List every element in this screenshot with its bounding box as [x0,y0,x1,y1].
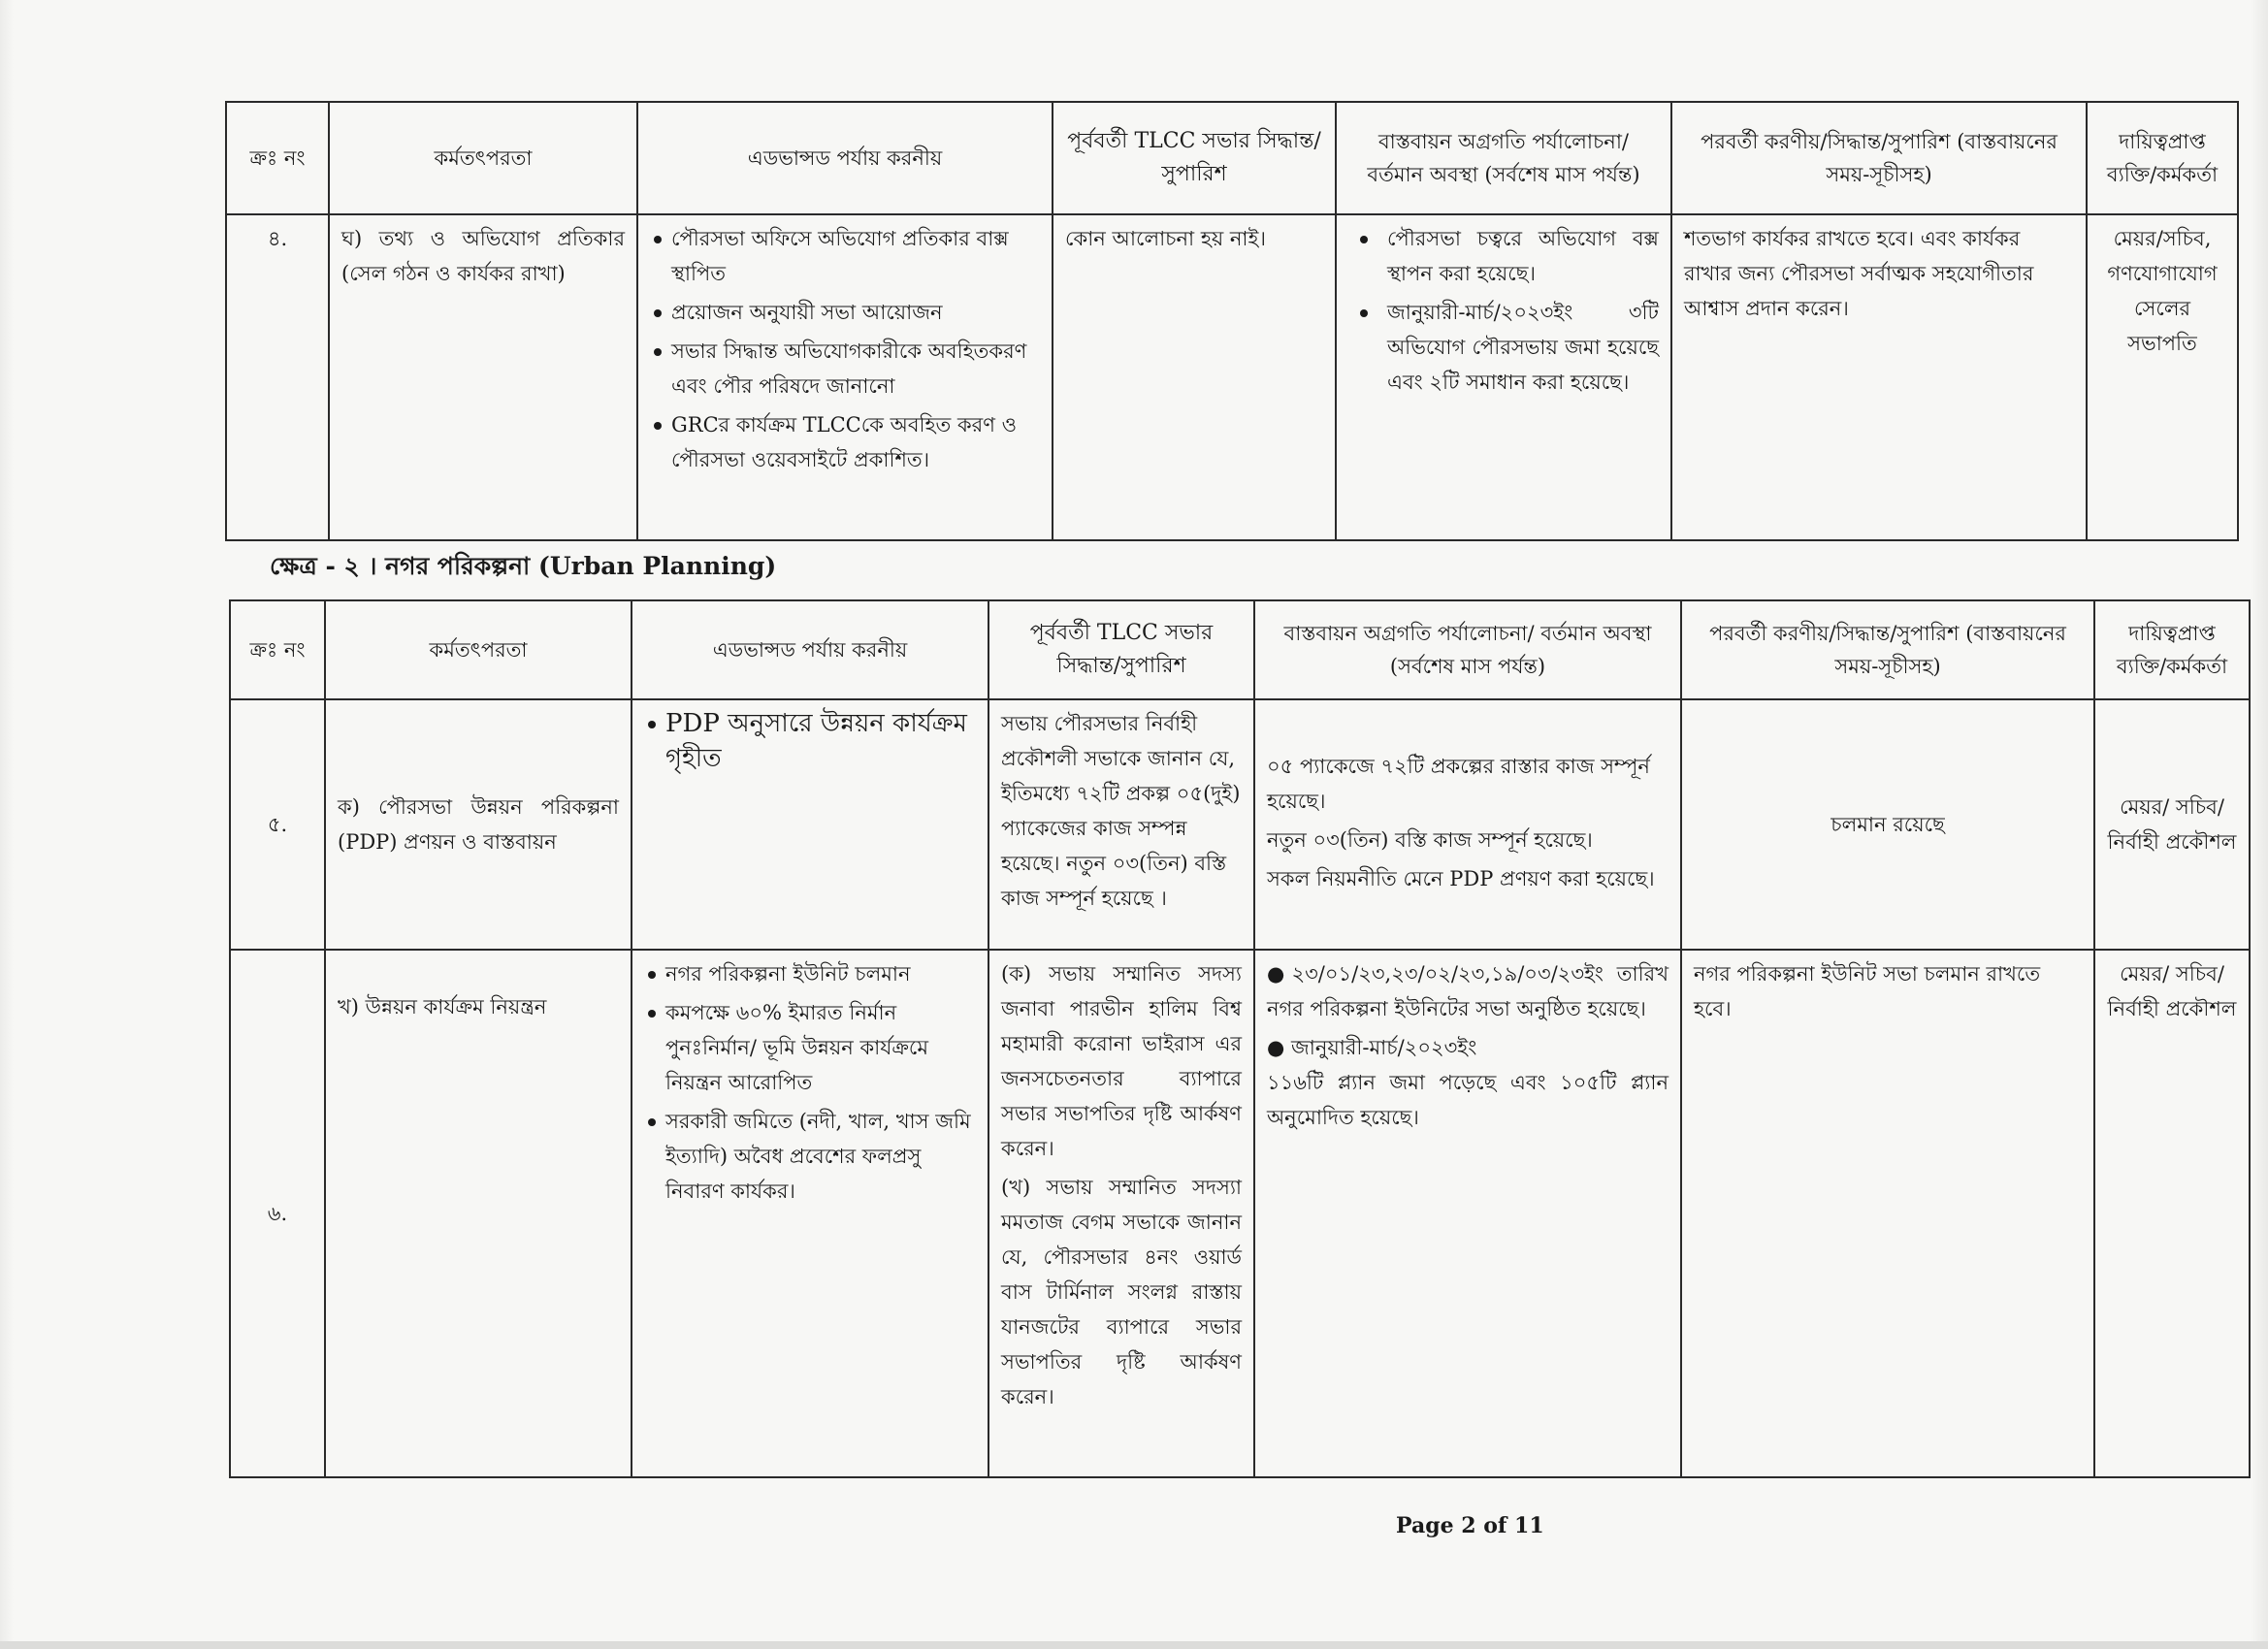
previous-paragraph: (ক) সভায় সম্মানিত সদস্য জনাবা পারভীন হালিম বিশ্ব মহামারী করোনা ভাইরাস এর জনসচেতনতার ব্যাপারে সভার সভাপতির দৃষ্টি আর্কষণ করেন। [1001,962,1242,1160]
progress-line: ১১৬টি প্ল্যান জমা পড়েছে এবং ১০৫টি প্ল্যান অনুমোদিত হয়েছে। [1267,1071,1669,1129]
advanced-cell [632,950,988,1477]
section-title: ক্ষেত্র - ২ । নগর পরিকল্পনা (Urban Planning) [270,552,777,580]
progress-line: ●২৩/০১/২৩,২৩/০২/২৩,১৯/০৩/২৩ইং তারিখ নগর পরিকল্পনা ইউনিটের সভা অনুষ্ঠিত হয়েছে। [1267,962,1669,1020]
header-next-action: পরবর্তী করণীয়/সিদ্ধান্ত/সুপারিশ (বাস্তবায়নের সময়-সূচীসহ) [1681,600,2094,699]
list-item: সভার সিদ্ধান্ত অভিযোগকারীকে অবহিতকরণ এবং পৌর পরিষদে জানানো [650,334,1040,404]
progress-cell [1336,214,1671,540]
header-previous-tlcc: পূর্ববর্তী TLCC সভার সিদ্ধান্ত/সুপারিশ [988,600,1254,699]
header-next-action: পরবর্তী করণীয়/সিদ্ধান্ত/সুপারিশ (বাস্তবায়নের সময়-সূচীসহ) [1671,102,2087,214]
list-item: কমপক্ষে ৬০% ইমারত নির্মান পুনঃনির্মান/ ভূমি উন্নয়ন কার্যক্রমে নিয়ন্ত্রন আরোপিত [644,995,976,1100]
activity-cell: ঘ) তথ্য ও অভিযোগ প্রতিকার (সেল গঠন ও কার্যকর রাখা) [329,214,637,540]
header-serial: ক্রঃ নং [230,600,325,699]
header-activity: কর্মতৎপরতা [329,102,637,214]
list-item: সরকারী জমিতে (নদী, খাল, খাস জমি ইত্যাদি) অবৈধ প্রবেশের ফলপ্রসু নিবারণ কার্যকর। [644,1104,976,1209]
next-action-cell: চলমান রয়েছে [1681,699,2094,950]
progress-line: ০৫ প্যাকেজে ৭২টি প্রকল্পের রাস্তার কাজ সম্পূর্ন হয়েছে। [1267,755,1650,813]
next-action-cell: শতভাগ কার্যকর রাখতে হবে। এবং কার্যকর রাখার জন্য পৌরসভা সর্বাত্মক সহযোগীতার আশ্বাস প্রদান করেন। [1671,214,2087,540]
list-item: জানুয়ারী-মার্চ/২০২৩ইং ৩টি অভিযোগ পৌরসভায় জমা হয়েছে এবং ২টি সমাধান করা হয়েছে। [1348,295,1659,400]
progress-cell [1254,950,1681,1477]
progress-line: নতুন ০৩(তিন) বস্তি কাজ সম্পূর্ন হয়েছে। [1267,828,1593,852]
header-previous-tlcc: পূর্ববর্তী TLCC সভার সিদ্ধান্ত/সুপারিশ [1053,102,1336,214]
table1-header-row [226,102,2238,214]
header-responsible: দায়িত্বপ্রাপ্ত ব্যক্তি/কর্মকর্তা [2094,600,2250,699]
progress-cell [1254,699,1681,950]
table-area-2 [229,599,2251,1478]
table-row [226,214,2238,540]
progress-line: সকল নিয়মনীতি মেনে PDP প্রণয়ণ করা হয়েছে। [1267,867,1655,890]
responsible-cell: মেয়র/ সচিব/নির্বাহী প্রকৌশল [2094,950,2250,1477]
previous-cell: সভায় পৌরসভার নির্বাহী প্রকৌশলী সভাকে জানান যে, ইতিমধ্যে ৭২টি প্রকল্প ০৫(দুই) প্যাকেজের কাজ সম্পন্ন হয়েছে। নতুন ০৩(তিন) বস্তি কাজ সম্পূর্ন হয়েছে । [988,699,1254,950]
list-item: পৌরসভা অফিসে অভিযোগ প্রতিকার বাক্স স্থাপিত [650,221,1040,291]
responsible-cell: মেয়র/ সচিব/নির্বাহী প্রকৌশল [2094,699,2250,950]
previous-cell: কোন আলোচনা হয় নাই। [1053,214,1336,540]
header-progress: বাস্তবায়ন অগ্রগতি পর্যালোচনা/ বর্তমান অবস্থা (সর্বশেষ মাস পর্যন্ত) [1254,600,1681,699]
progress-line: ● জানুয়ারী-মার্চ/২০২৩ইং [1267,1036,1477,1059]
previous-paragraph: (খ) সভায় সম্মানিত সদস্যা মমতাজ বেগম সভাকে জানান যে, পৌরসভার ৪নং ওয়ার্ড বাস টার্মিনাল সংলগ্ন রাস্তায় যানজটের ব্যাপারে সভার সভাপতির দৃষ্টি আর্কষণ করেন। [1001,1176,1242,1408]
next-action-cell: নগর পরিকল্পনা ইউনিট সভা চলমান রাখতে হবে। [1681,950,2094,1477]
advanced-cell [632,699,988,950]
table-area-1 [225,101,2239,541]
header-responsible: দায়িত্বপ্রাপ্ত ব্যক্তি/কর্মকর্তা [2087,102,2238,214]
table2-header-row [230,600,2250,699]
header-activity: কর্মতৎপরতা [325,600,632,699]
page-bottom-edge [0,1641,2268,1649]
header-advanced: এডভান্সড পর্যায় করনীয় [637,102,1053,214]
list-item: নগর পরিকল্পনা ইউনিট চলমান [644,956,976,991]
table-row [230,699,2250,950]
list-item: GRCর কার্যক্রম TLCCকে অবহিত করণ ও পৌরসভা ওয়েবসাইটে প্রকাশিত। [650,407,1040,477]
serial-cell: ৫. [230,699,325,950]
activity-cell: খ) উন্নয়ন কার্যক্রম নিয়ন্ত্রন [325,950,632,1477]
responsible-cell: মেয়র/সচিব, গণযোগাযোগ সেলের সভাপতি [2087,214,2238,540]
page-number: Page 2 of 11 [1396,1513,1544,1538]
list-item: পৌরসভা চত্বরে অভিযোগ বক্স স্থাপন করা হয়েছে। [1348,221,1659,291]
advanced-cell [637,214,1053,540]
header-advanced: এডভান্সড পর্যায় করনীয় [632,600,988,699]
list-item: প্রয়োজন অনুযায়ী সভা আয়োজন [650,295,1040,330]
previous-cell [988,950,1254,1477]
list-item: PDP অনুসারে উন্নয়ন কার্যক্রম গৃহীত [644,706,976,776]
serial-cell: ৪. [226,214,329,540]
header-serial: ক্রঃ নং [226,102,329,214]
activity-cell: ক) পৌরসভা উন্নয়ন পরিকল্পনা (PDP) প্রণয়ন ও বাস্তবায়ন [325,699,632,950]
serial-cell: ৬. [230,950,325,1477]
header-progress: বাস্তবায়ন অগ্রগতি পর্যালোচনা/ বর্তমান অবস্থা (সর্বশেষ মাস পর্যন্ত) [1336,102,1671,214]
table-row [230,950,2250,1477]
